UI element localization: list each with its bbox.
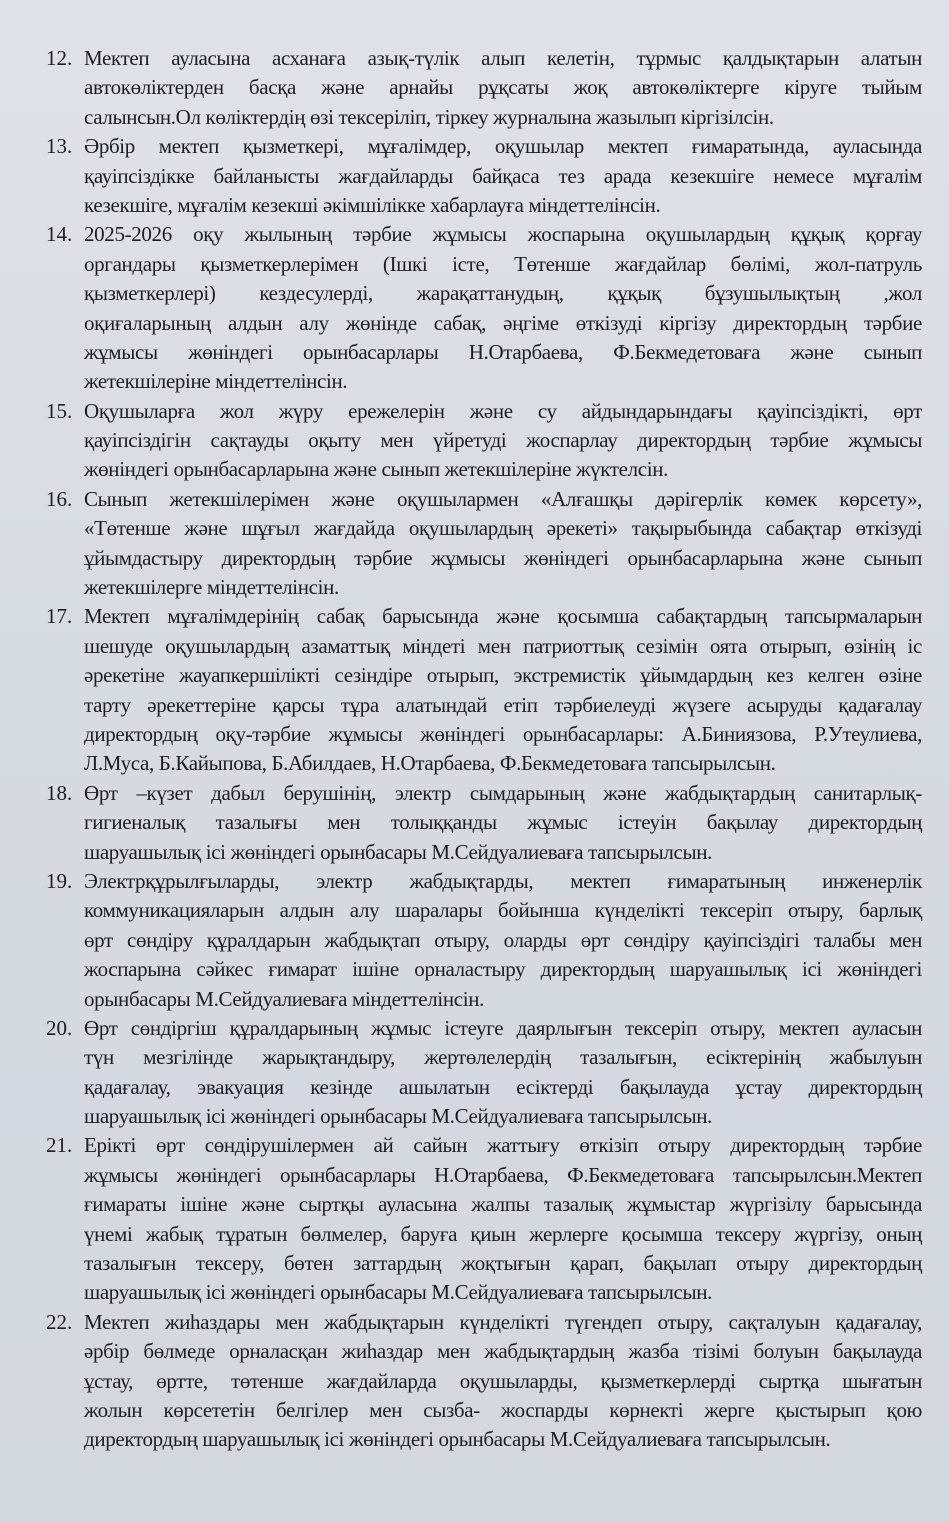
- paragraph-line: Мектеп ауласына асханаға азық-түлік алып келетін, тұрмыс қалдықтарын алатын: [84, 46, 922, 70]
- paragraph-line: директордың оқу-тәрбие жұмысы жөніндегі орынбасарлары: А.Биниязова, Р.Утеулиева,: [84, 721, 922, 746]
- paragraph-line: Әрбір мектеп қызметкері, мұғалімдер, оқушылар мектеп ғимаратында, ауласында: [84, 134, 922, 159]
- paragraph-line: Ерікті өрт сөндірушілермен ай сайын жаттығу өткізіп отыру директордың тәрбие: [84, 1133, 922, 1158]
- paragraph-line: қауіпсіздігін сақтауды оқыту мен үйретуді жоспарлау директордың тәрбие жұмысы: [84, 428, 922, 453]
- numbered-paragraph: [46, 1014, 922, 1132]
- paragraph-line: Л.Муса, Б.Кайыпова, Б.Абилдаев, Н.Отарбаева, Ф.Бекмедетоваға тапсырылсын.: [84, 751, 776, 776]
- numbered-paragraph: [46, 779, 922, 867]
- paragraph-line: жолын көрсететін белгілер мен сызба- жоспарды көрнекті жерге қыстырып қою: [84, 1397, 922, 1422]
- paragraph-line: салынсын.Ол көліктердің өзі тексеріліп, тіркеу журналына жазылып кіргізілсін.: [84, 104, 774, 129]
- paragraph-number: 12.: [46, 46, 73, 70]
- numbered-paragraph: [46, 1308, 922, 1455]
- paragraph-line: Мектеп мұғалімдерінің сабақ барысында және қосымша сабақтардың тапсырмаларын: [84, 604, 922, 629]
- paragraph-line: ғимараты ішіне және сыртқы ауласына жалпы тазалық жұмыстар жүргізілу барысында: [84, 1192, 922, 1217]
- paragraph-line: түн мезгілінде жарықтандыру, жертөлелердің тазалығын, есіктерінің жабылуын: [84, 1045, 922, 1070]
- paragraph-line: жетекшілерге міндеттелінсін.: [84, 575, 339, 600]
- paragraph-line: жоспарына сәйкес ғимарат ішіне орналастыру директордың шаруашылық ісі жөніндегі: [84, 957, 922, 982]
- paragraph-line: қадағалау, эвакуация кезінде ашылатын есіктерді бақылауда ұстау директордың: [84, 1074, 922, 1099]
- paragraph-number: 22.: [46, 1309, 73, 1334]
- paragraph-line: Оқушыларға жол жүру ережелерін және су айдындарындағы қауіпсіздікті, өрт: [84, 398, 922, 423]
- paragraph-line: қызметкерлері) кездесулерді, жарақаттанудың, құқық бұзушылықтың ,жол: [84, 281, 922, 306]
- paragraph-line: автокөліктерден басқа және арнайы рұқсаты жоқ автокөліктерге кіруге тыйым: [84, 75, 922, 100]
- paragraph-line: коммуникацияларын алдын алу шаралары бойынша күнделікті тексеріп отыру, барлық: [84, 898, 922, 923]
- numbered-paragraph: [46, 132, 922, 220]
- paragraph-number: 13.: [46, 134, 73, 159]
- paragraph-line: Электрқұрылғыларды, электр жабдықтарды, мектеп ғимаратының инженерлік: [84, 868, 922, 893]
- numbered-paragraph: [46, 602, 922, 778]
- paragraph-line: Өрт –күзет дабыл берушінің, электр сымдарының және жабдықтардың санитарлық-: [84, 780, 922, 805]
- paragraph-line: Өрт сөндіргіш құралдарының жұмыс істеуге даярлығын тексеріп отыру, мектеп ауласын: [84, 1015, 922, 1040]
- numbered-paragraph: [46, 485, 922, 603]
- paragraph-number: 19.: [46, 868, 73, 893]
- paragraph-line: органдары қызметкерлерімен (Ішкі істе, Төтенше жағдайлар бөлімі, жол-патруль: [84, 251, 922, 276]
- paragraph-line: Сынып жетекшілерімен және оқушылармен «Алғашқы дәрігерлік көмек көрсету»,: [84, 486, 922, 511]
- paragraph-line: өрт сөндіру құралдарын жабдықтап отыру, оларды өрт сөндіру қауіпсіздігі талабы мен: [84, 927, 922, 952]
- paragraph-line: оқиғаларының алдын алу жөнінде сабақ, әңгіме өткізуді кіргізу директордың тәрбие: [84, 310, 922, 335]
- paragraph-line: орынбасары М.Сейдуалиеваға міндеттелінсін.: [84, 986, 484, 1011]
- paragraph-number: 15.: [46, 398, 73, 423]
- paragraph-line: жөніндегі орынбасарларына және сынып жетекшілеріне жүктелсін.: [84, 457, 669, 482]
- paragraph-number: 16.: [46, 486, 73, 511]
- paragraph-line: тазалығын тексеру, бөтен заттардың жоқтығын қарап, бақылап отыру директордың: [84, 1251, 922, 1276]
- paragraph-line: үнемі жабық тұратын бөлмелер, баруға қиын жерлерге қосымша тексеру жүргізу, оның: [84, 1221, 922, 1246]
- paragraph-line: Мектеп жиһаздары мен жабдықтарын күнделікті түгендеп отыру, сақталуын қадағалау,: [84, 1309, 922, 1334]
- paragraph-line: жұмысы жөніндегі орынбасарлары Н.Отарбаева, Ф.Бекмедетоваға және сынып: [84, 339, 922, 364]
- paragraph-line: шешуде оқушылардың азаматтық міндеті мен патриоттық сезімін оята отырып, өзінің іс: [84, 633, 922, 658]
- paragraph-line: шаруашылық ісі жөніндегі орынбасары М.Сейдуалиеваға тапсырылсын.: [84, 1280, 713, 1305]
- paragraph-line: шаруашылық ісі жөніндегі орынбасары М.Сейдуалиеваға тапсырылсын.: [84, 1104, 713, 1129]
- paragraph-line: әрекетіне жауапкершілікті сезіндіре отырып, экстремистік ұйымдардың кез келген өзіне: [84, 663, 922, 688]
- paragraph-line: ұйымдастыру директордың тәрбие жұмысы жөніндегі орынбасарларына және сынып: [84, 545, 922, 570]
- numbered-paragraph: [46, 867, 922, 1014]
- paragraph-line: гигиеналық тазалығы мен толыққанды жұмыс істеуін бақылау директордың: [84, 810, 922, 835]
- document-page: [0, 44, 949, 1455]
- paragraph-line: тарту әрекеттеріне қарсы тұра алатындай етіп тәрбиелеуді жүзеге асыруды қадағалау: [84, 692, 922, 717]
- numbered-paragraph: [46, 1131, 922, 1307]
- paragraph-line: кезекшіге, мұғалім кезекші әкімшілікке хабарлауға міндеттелінсін.: [84, 192, 661, 217]
- numbered-paragraph: [46, 220, 922, 396]
- paragraph-line: әрбір бөлмеде орналасқан жиһаздар мен жабдықтардың жазба тізімі болуын бақылауда: [84, 1339, 922, 1364]
- paragraph-line: ұстау, өртте, төтенше жағдайларда оқушыларды, қызметкерлерді сыртқа шығатын: [84, 1368, 922, 1393]
- paragraph-line: 2025-2026 оқу жылының тәрбие жұмысы жоспарына оқушылардың құқық қорғау: [84, 222, 922, 247]
- paragraph-line: жұмысы жөніндегі орынбасарлары Н.Отарбаева, Ф.Бекмедетоваға тапсырылсын.Мектеп: [84, 1162, 922, 1187]
- paragraph-line: директордың шаруашылық ісі жөніндегі орынбасары М.Сейдуалиеваға тапсырылсын.: [84, 1427, 831, 1452]
- paragraph-line: қауіпсіздікке байланысты жағдайларды байқаса тез арада кезекшіге немесе мұғалім: [84, 163, 922, 188]
- paragraph-number: 17.: [46, 604, 73, 629]
- paragraph-line: жетекшілеріне міндеттелінсін.: [84, 369, 348, 394]
- paragraph-line: шаруашылық ісі жөніндегі орынбасары М.Сейдуалиеваға тапсырылсын.: [84, 839, 713, 864]
- paragraph-number: 20.: [46, 1015, 73, 1040]
- numbered-paragraph: [46, 397, 922, 485]
- paragraph-number: 18.: [46, 780, 73, 805]
- numbered-paragraph: [46, 44, 922, 132]
- paragraph-line: «Төтенше және шұғыл жағдайда оқушылардың әрекеті» тақырыбында сабақтар өткізуді: [84, 516, 922, 541]
- paragraph-number: 21.: [46, 1133, 73, 1158]
- paragraph-number: 14.: [46, 222, 73, 247]
